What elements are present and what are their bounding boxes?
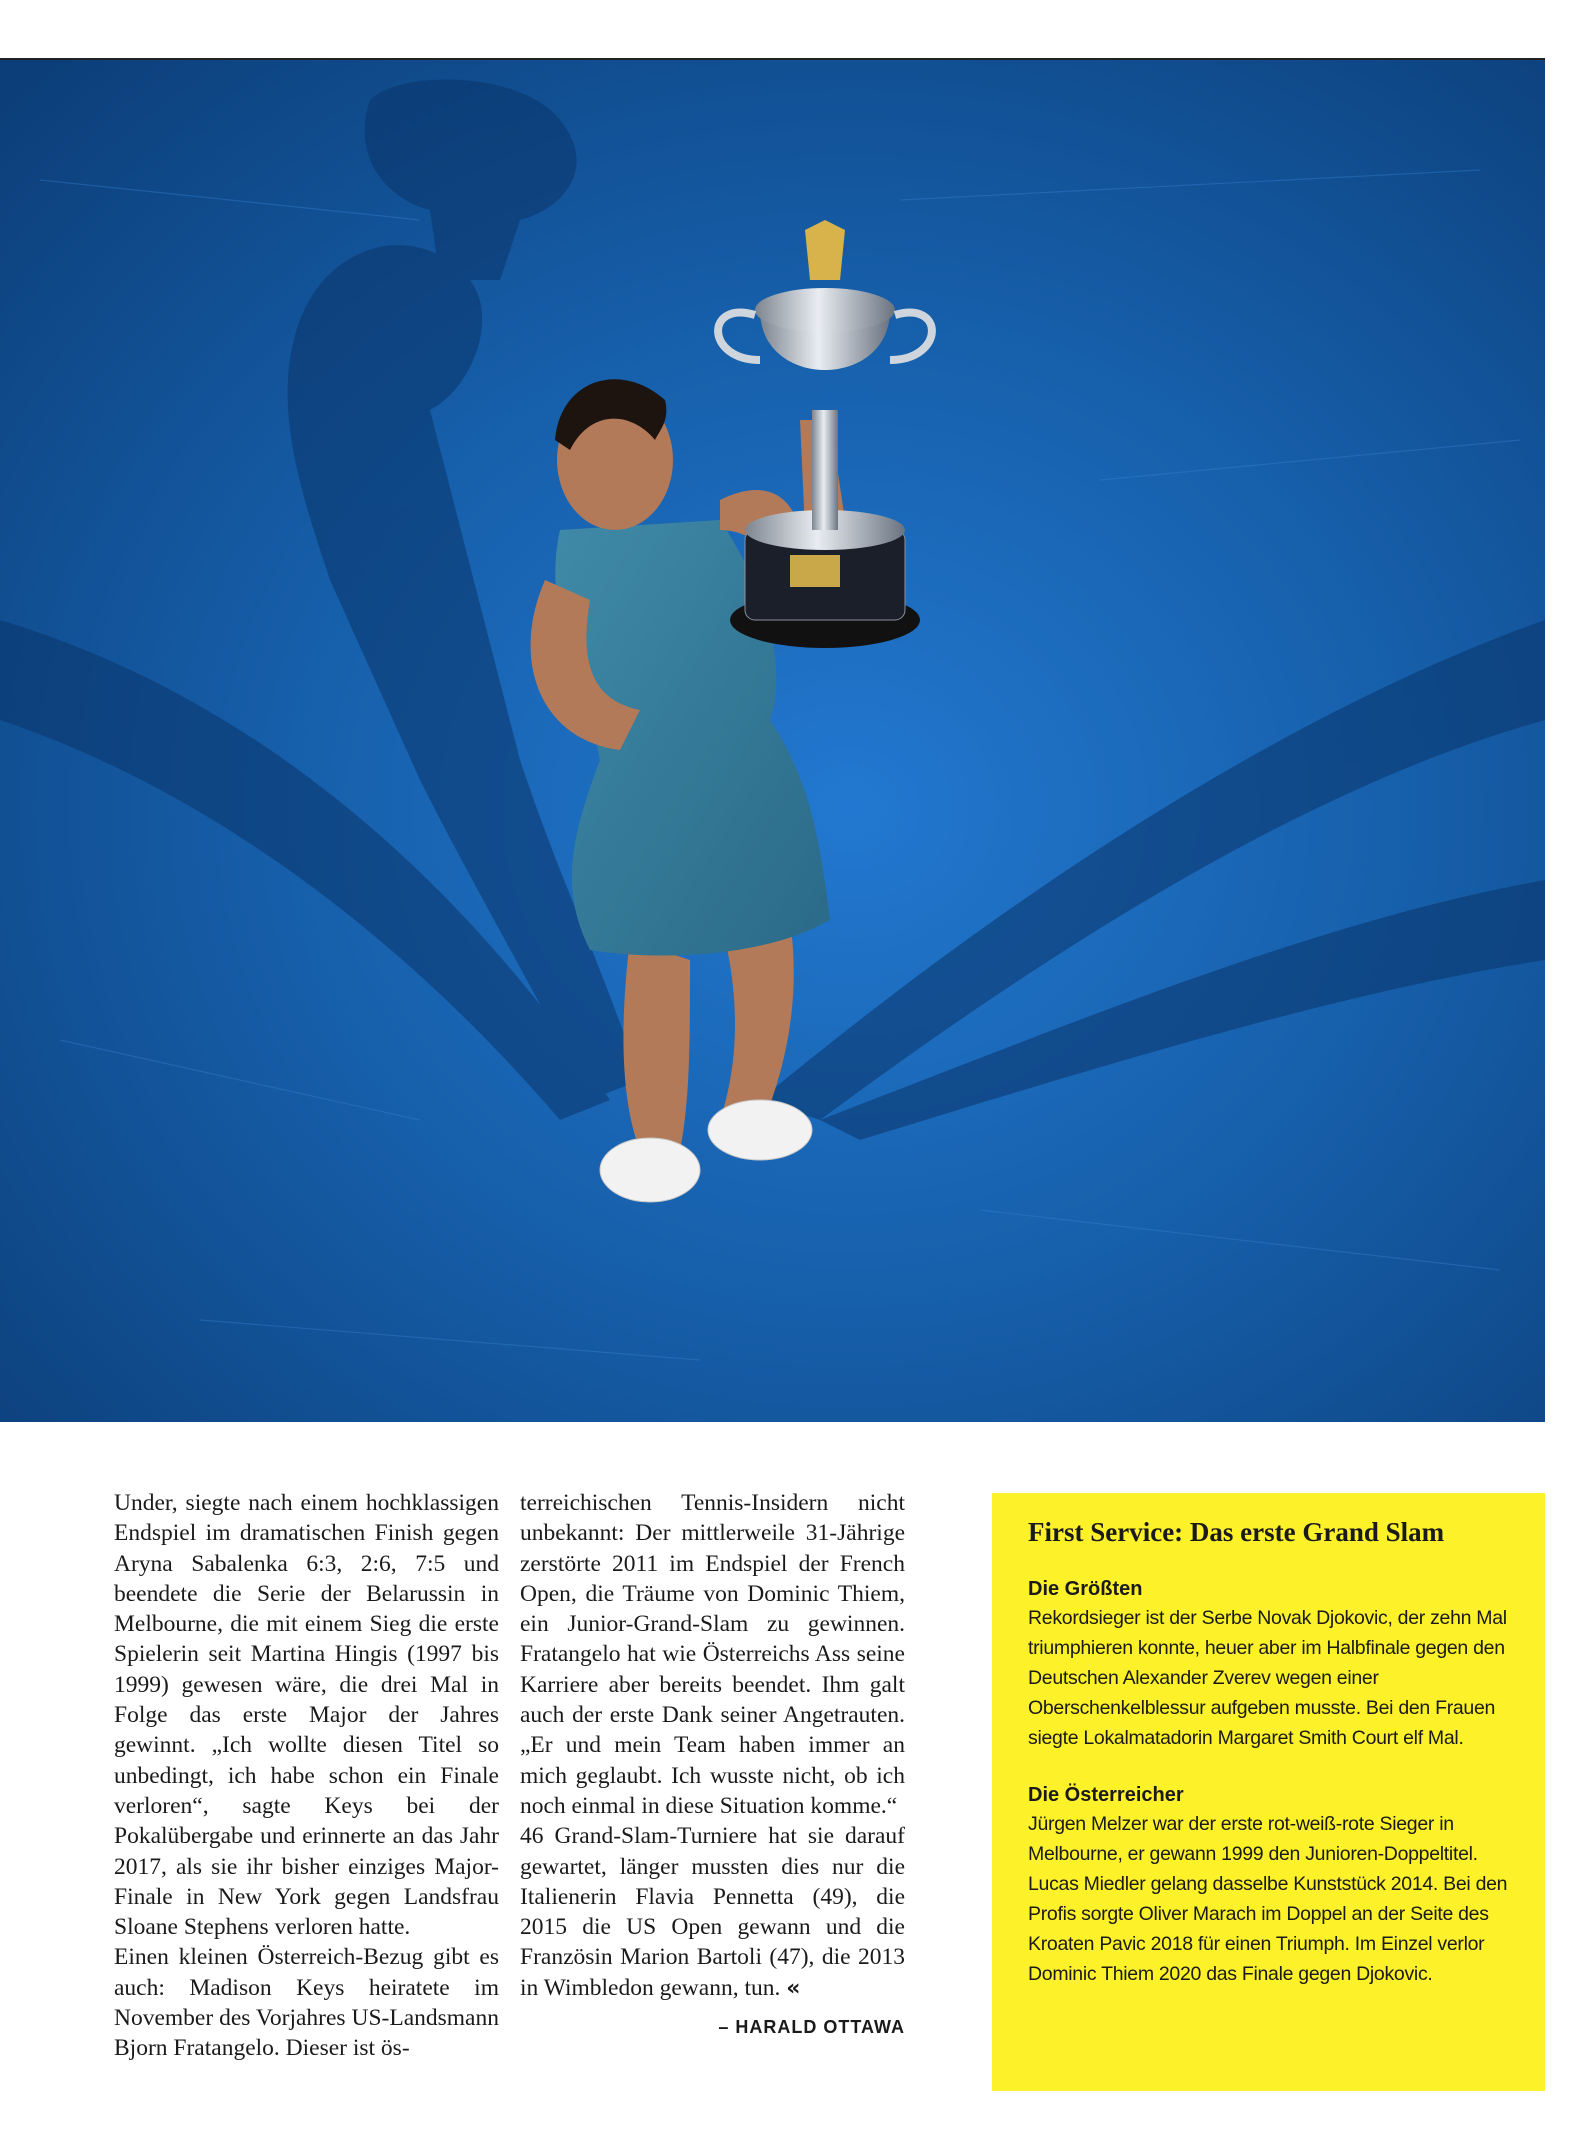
article-column-1	[114, 1488, 499, 2064]
info-section-greatest	[1028, 1575, 1509, 1753]
article-paragraph: Under, siegte nach einem hochklassigen Endspiel im dramatischen Finish gegen Aryna Sabalenka 6:3, 2:6, 7:5 und beendete die Serie der Belarussin in Melbourne, die mit einem Sieg die erste Spielerin seit Martina Hingis (1997 bis 1999) gewesen wäre, die drei Mal in Folge das erste Major der Jahres gewinnt. „Ich wollte diesen Titel so unbedingt, ich habe schon ein Finale verloren“, sagte Keys bei der Pokalübergabe und erinnerte an das Jahr 2017, als sie ihr bisher einziges Major-Finale in New York gegen Landsfrau Sloane Stephens verloren hatte.	[114, 1490, 499, 1941]
article-paragraph: terreichischen Tennis-Insidern nicht unbekannt: Der mittlerweile 31-Jährige zerstörte 2011 im Endspiel der French Open, die Träume von Dominic Thiem, ein Junior-Grand-Slam zu gewinnen. Fratangelo hat wie Österreichs Ass seine Karriere aber bereits beendet. Ihm galt auch der erste Dank seiner Angetrauten. „Er und mein Team haben immer an mich geglaubt. Ich wusste nicht, ob ich noch einmal in diese Situation komme.“	[520, 1490, 905, 1819]
article-column-2	[520, 1488, 905, 2042]
article-paragraph-text: 46 Grand-Slam-Turniere hat sie darauf gewartet, länger mussten dies nur die Italienerin Flavia Pennetta (49), die 2015 die US Open gewann und die Französin Marion Bartoli (47), die 2013 in Wimbledon gewann, tun.	[520, 1823, 905, 2001]
byline: – HARALD OTTAWA	[718, 2017, 905, 2038]
info-box	[992, 1493, 1545, 2091]
info-section-heading: Die Größten	[1028, 1578, 1143, 1600]
info-section-austrians	[1028, 1781, 1509, 1989]
info-section-heading: Die Österreicher	[1028, 1784, 1184, 1806]
info-box-title: First Service: Das erste Grand Slam	[1028, 1517, 1445, 1547]
article-paragraph-last	[520, 1821, 905, 2004]
photo-illustration	[0, 60, 1545, 1422]
end-mark-icon: «	[786, 1975, 801, 2001]
tennis-trophy-photo	[0, 60, 1545, 1422]
article-paragraph: Einen kleinen Österreich-Bezug gibt es auch: Madison Keys heiratete im November des Vorjahres US-Landsmann Bjorn Fratangelo. Dieser ist ös-	[114, 1944, 499, 2062]
info-section-text: Rekordsieger ist der Serbe Novak Djokovic, der zehn Mal triumphieren konnte, heuer aber im Halbfinale gegen den Deutschen Alexander Zverev wegen einer Oberschenkelblessur aufgeben musste. Bei den Frauen siegte Lokalmatadorin Margaret Smith Court elf Mal.	[1028, 1607, 1507, 1749]
info-section-text: Jürgen Melzer war der erste rot-weiß-rote Sieger in Melbourne, er gewann 1999 den Junioren-Doppeltitel. Lucas Miedler gelang dasselbe Kunststück 2014. Bei den Profis sorgte Oliver Marach im Doppel an der Seite des Kroaten Pavic 2018 für einen Triumph. Im Einzel verlor Dominic Thiem 2020 das Finale gegen Djokovic.	[1028, 1813, 1508, 1985]
